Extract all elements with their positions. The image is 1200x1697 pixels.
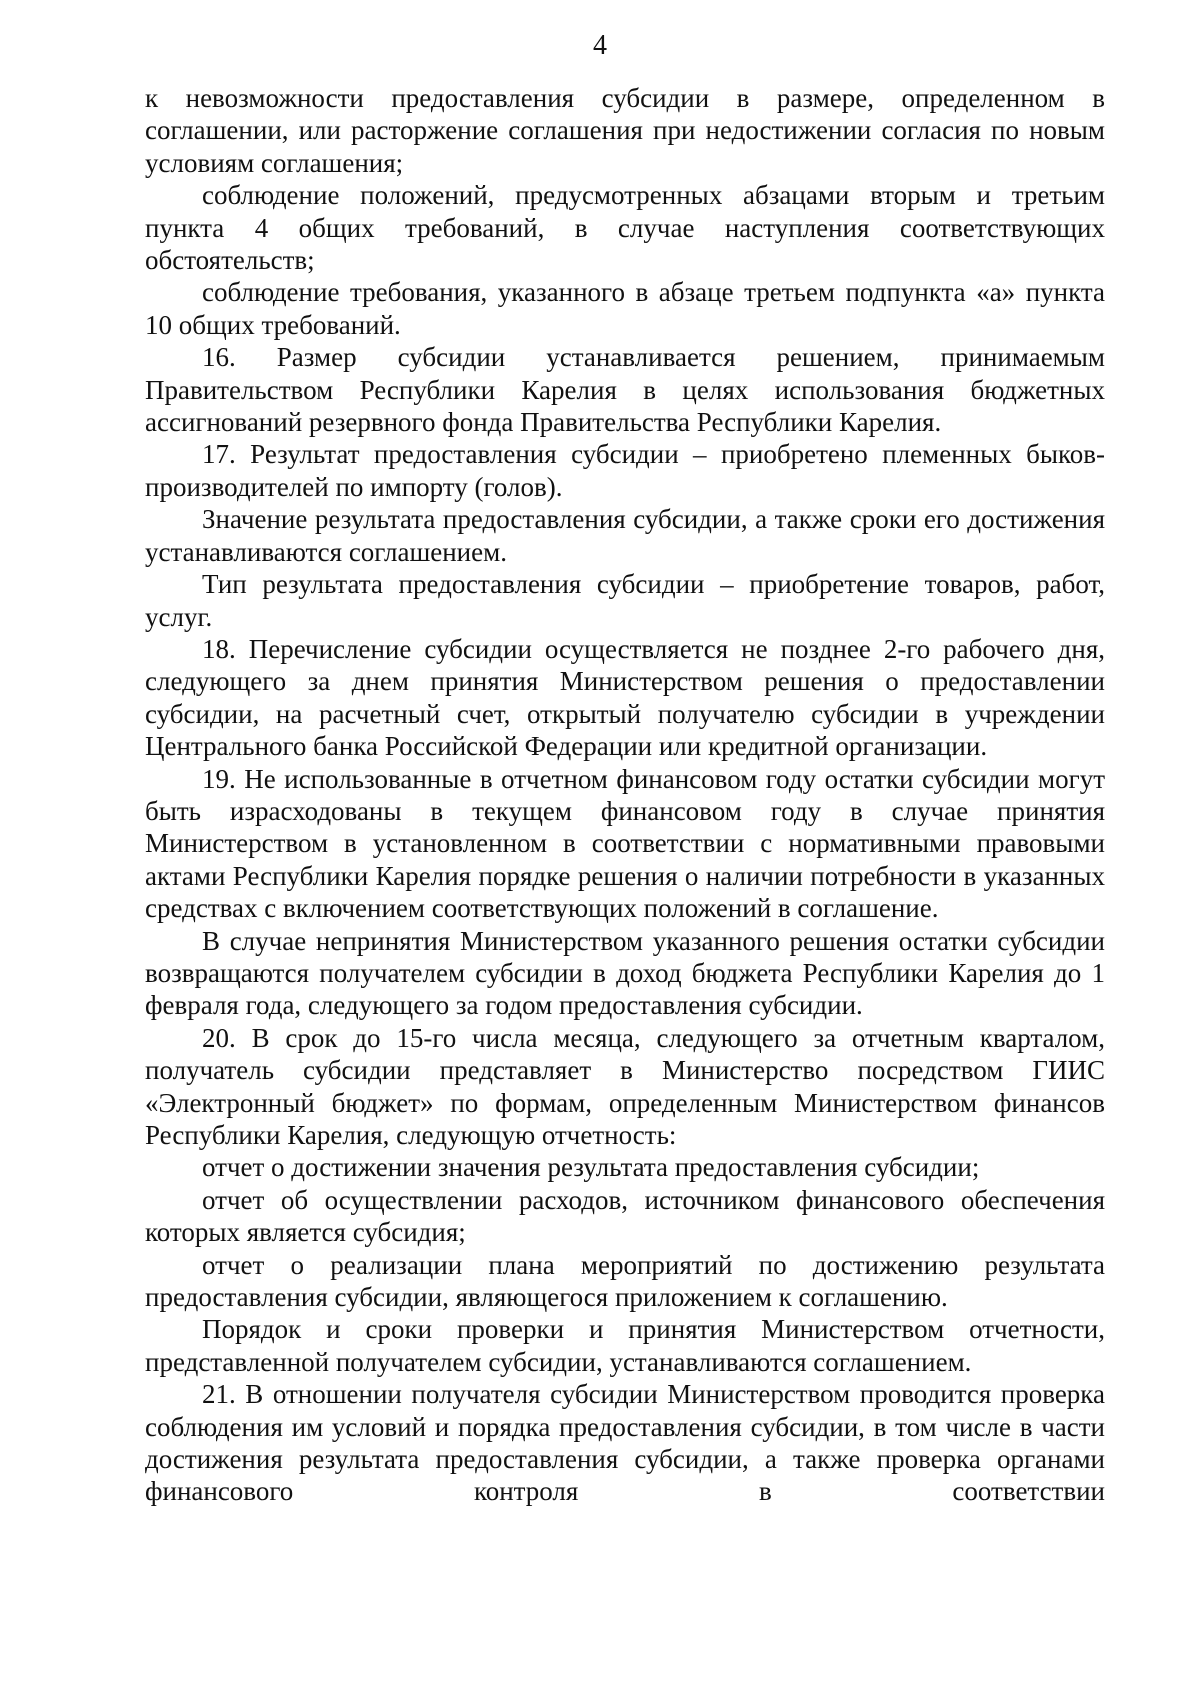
paragraph: 17. Результат предоставления субсидии – приобретено племенных быков-производителей по импорту (голов). xyxy=(145,439,1105,502)
paragraph: к невозможности предоставления субсидии в размере, определенном в соглашении, или расторжение соглашения при недостижении согласия по новым условиям соглашения; xyxy=(145,83,1105,178)
paragraph: отчет о реализации плана мероприятий по достижению результата предоставления субсидии, являющегося приложением к соглашению. xyxy=(145,1249,1105,1313)
paragraph: соблюдение требования, указанного в абзаце третьем подпункта «а» пункта 10 общих требований. xyxy=(145,277,1105,340)
document-body xyxy=(145,82,1105,1508)
paragraph: соблюдение положений, предусмотренных абзацами вторым и третьим пункта 4 общих требований, в случае наступления соответствующих обстоятельств; xyxy=(145,180,1105,276)
paragraph: Тип результата предоставления субсидии – приобретение товаров, работ, услуг. xyxy=(145,569,1105,632)
paragraph: В случае непринятия Министерством указанного решения остатки субсидии возвращаются получателем субсидии в доход бюджета Республики Карелия до 1 февраля года, следующего за годом предоставления субсидии. xyxy=(145,925,1105,1021)
paragraph: 20. В срок до 15-го числа месяца, следующего за отчетным кварталом, получатель субсидии представляет в Министерство посредством ГИИС «Электронный бюджет» по формам, определенным Министерством финансов Республики Карелия, следующую отчетность: xyxy=(145,1022,1105,1150)
paragraph: 21. В отношении получателя субсидии Министерством проводится проверка соблюдения им условий и порядка предоставления субсидии, в том числе в части достижения результата предоставления субсидии, а также проверка органами финансового контроля в соответствии xyxy=(145,1379,1105,1507)
paragraph: 18. Перечисление субсидии осуществляется не позднее 2-го рабочего дня, следующего за днем принятия Министерством решения о предоставлении субсидии, на расчетный счет, открытый получателю субсидии в учреждении Центрального банка Российской Федерации или кредитной организации. xyxy=(145,633,1105,762)
paragraph: 16. Размер субсидии устанавливается решением, принимаемым Правительством Республики Карелия в целях использования бюджетных ассигнований резервного фонда Правительства Республики Карелия. xyxy=(145,342,1105,438)
paragraph: отчет об осуществлении расходов, источником финансового обеспечения которых является субсидия; xyxy=(145,1184,1105,1248)
paragraph: 19. Не использованные в отчетном финансовом году остатки субсидии могут быть израсходованы в текущем финансовом году в случае принятия Министерством в установленном в соответствии с нормативными правовыми актами Республики Карелия порядке решения о наличии потребности в указанных средствах с включением соответствующих положений в соглашение. xyxy=(145,763,1105,924)
paragraph: Значение результата предоставления субсидии, а также сроки его достижения устанавливаются соглашением. xyxy=(145,504,1105,567)
page-number: 4 xyxy=(593,30,607,61)
paragraph: Порядок и сроки проверки и принятия Министерством отчетности, представленной получателем субсидии, устанавливаются соглашением. xyxy=(145,1314,1105,1377)
paragraph: отчет о достижении значения результата предоставления субсидии; xyxy=(202,1152,980,1183)
